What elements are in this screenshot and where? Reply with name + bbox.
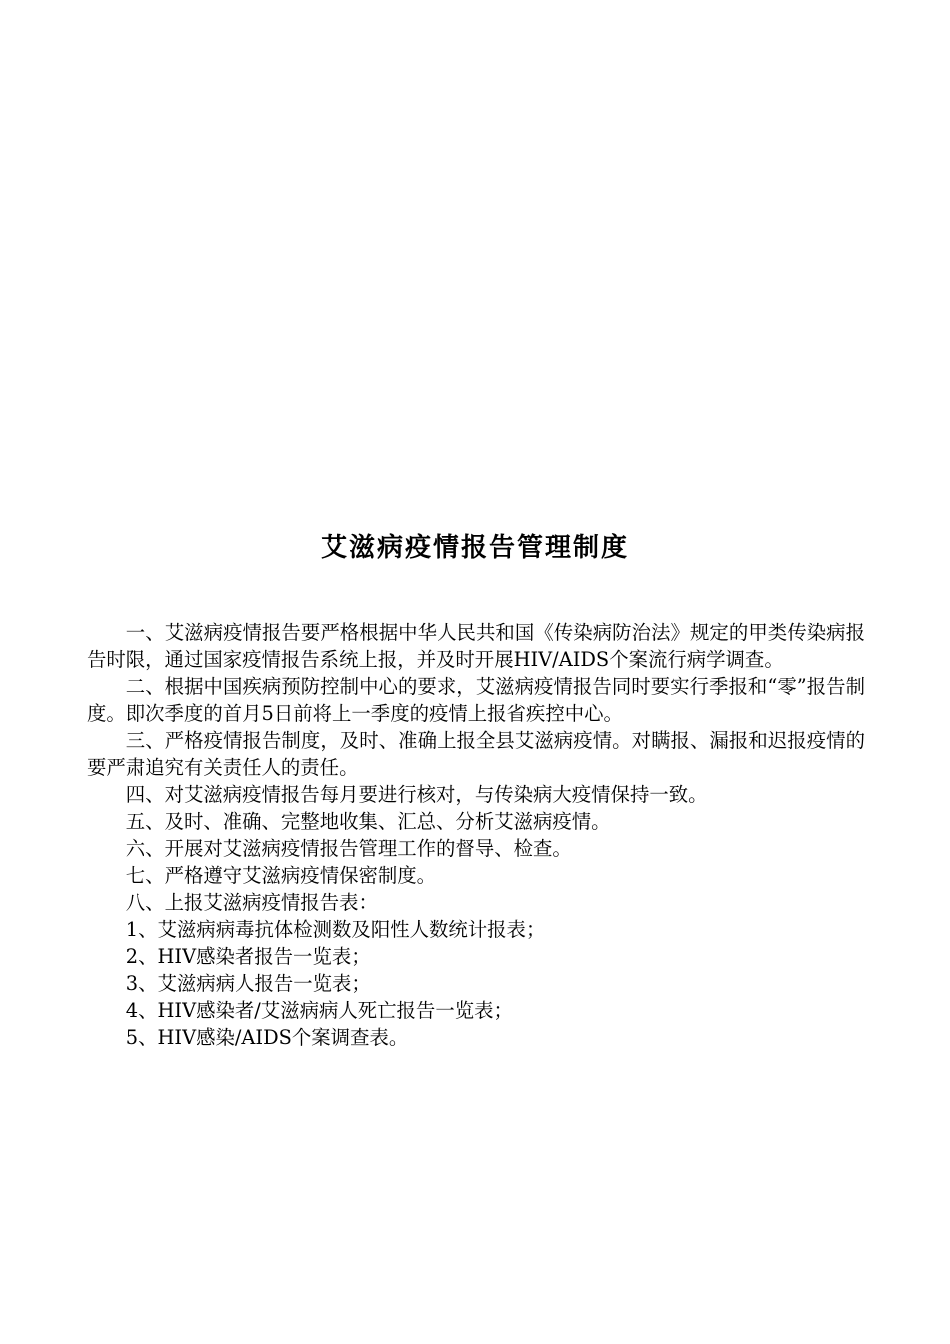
document-body — [87, 619, 865, 1051]
paragraph-8: 八、上报艾滋病疫情报告表： — [125, 891, 378, 914]
list-item-5: 5、HIV感染/AIDS个案调查表。 — [125, 1026, 409, 1049]
list-item-1: 1、艾滋病病毒抗体检测数及阳性人数统计报表； — [125, 918, 546, 941]
paragraph-1: 一、艾滋病疫情报告要严格根据中华人民共和国《传染病防治法》规定的甲类传染病报告时限，通过国家疫情报告系统上报，并及时开展HIV/AIDS个案流行病学调查。 — [87, 621, 865, 671]
list-item-2: 2、HIV感染者报告一览表； — [125, 945, 371, 968]
list-item-3: 3、艾滋病病人报告一览表； — [125, 972, 371, 995]
paragraph-5: 五、及时、准确、完整地收集、汇总、分析艾滋病疫情。 — [125, 810, 611, 833]
paragraph-7: 七、严格遵守艾滋病疫情保密制度。 — [125, 864, 437, 887]
paragraph-6: 六、开展对艾滋病疫情报告管理工作的督导、检查。 — [125, 837, 572, 860]
paragraph-4: 四、对艾滋病疫情报告每月要进行核对，与传染病大疫情保持一致。 — [125, 783, 708, 806]
paragraph-3: 三、严格疫情报告制度，及时、准确上报全县艾滋病疫情。对瞒报、漏报和迟报疫情的要严肃追究有关责任人的责任。 — [87, 729, 865, 779]
list-item-4: 4、HIV感染者/艾滋病病人死亡报告一览表； — [125, 999, 513, 1022]
page-title: 艾滋病疫情报告管理制度 — [320, 533, 629, 563]
paragraph-2: 二、根据中国疾病预防控制中心的要求，艾滋病疫情报告同时要实行季报和“零”报告制度。即次季度的首月5日前将上一季度的疫情上报省疾控中心。 — [87, 675, 865, 725]
